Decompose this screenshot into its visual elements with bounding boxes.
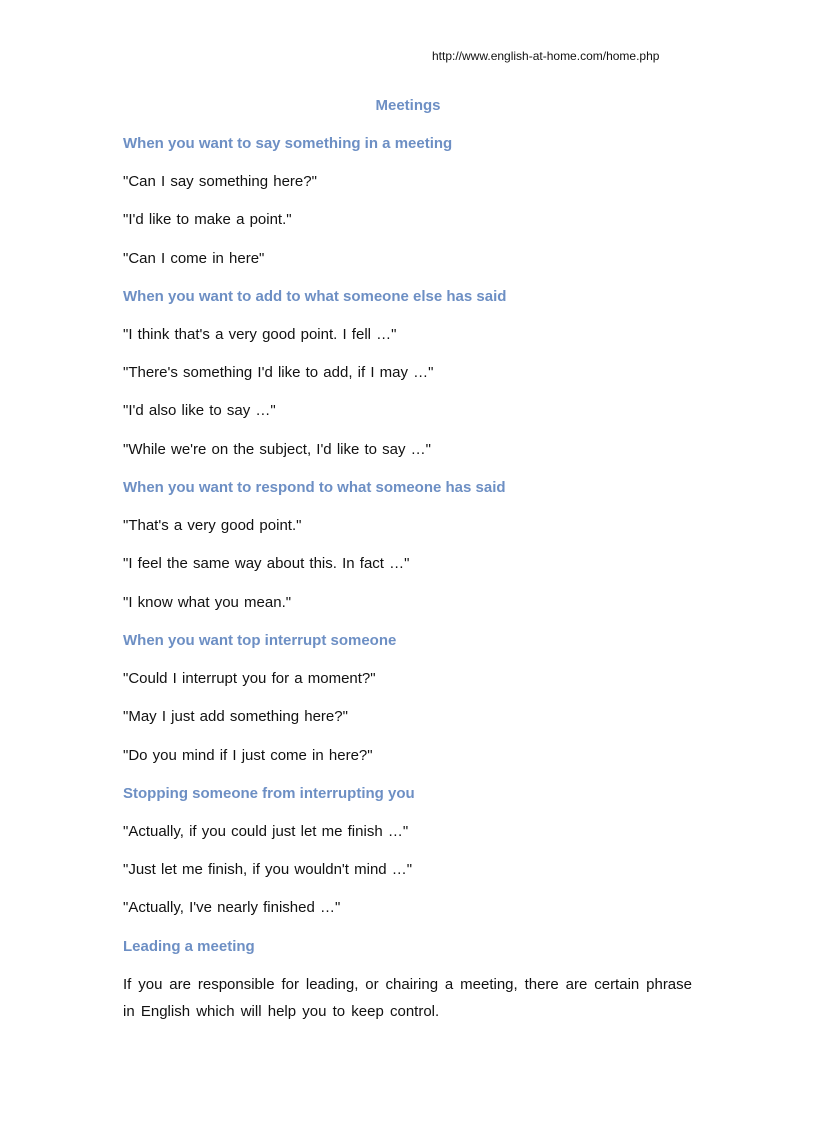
section-heading: When you want to respond to what someone has said: [123, 479, 506, 497]
section-heading: When you want top interrupt someone: [123, 631, 397, 649]
phrase-item: "I'd like to make a point.": [123, 211, 292, 229]
section-stop-interrupting: [123, 785, 692, 938]
section-heading: When you want to say something in a meeting: [123, 135, 453, 152]
section-leading: [123, 938, 692, 1025]
phrase-item: "Do you mind if I just come in here?": [123, 746, 373, 764]
source-url[interactable]: http://www.english-at-home.com/home.php: [432, 49, 660, 63]
document-body: [123, 135, 692, 1025]
phrase-item: "Can I come in here": [123, 249, 265, 267]
phrase-item: "I'd also like to say …": [123, 402, 276, 420]
phrase-item: "I think that's a very good point. I fell …": [123, 325, 397, 343]
section-respond: [123, 479, 692, 632]
phrase-item: "I feel the same way about this. In fact …": [123, 555, 410, 573]
phrase-item: "While we're on the subject, I'd like to say …": [123, 440, 432, 458]
section-say-something: [123, 135, 692, 288]
section-heading: Leading a meeting: [123, 937, 255, 955]
phrase-item: "Could I interrupt you for a moment?": [123, 669, 376, 687]
phrase-item: "Just let me finish, if you wouldn't mind …": [123, 861, 413, 879]
phrase-item: "Actually, if you could just let me finish …": [123, 822, 409, 840]
page-title: Meetings: [375, 97, 441, 114]
phrase-item: "That's a very good point.": [123, 517, 302, 535]
phrase-item: "Can I say something here?": [123, 173, 317, 190]
phrase-item: "May I just add something here?": [123, 708, 348, 726]
section-heading: When you want to add to what someone else has said: [123, 287, 507, 305]
phrase-item: "Actually, I've nearly finished …": [123, 899, 341, 917]
section-interrupt: [123, 632, 692, 785]
section-heading: Stopping someone from interrupting you: [123, 784, 415, 802]
phrase-item: "There's something I'd like to add, if I may …": [123, 364, 434, 382]
body-paragraph: If you are responsible for leading, or chairing a meeting, there are certain phrase in English which will help you to keep control.: [123, 975, 692, 1020]
section-add-to-said: [123, 288, 692, 479]
phrase-item: "I know what you mean.": [123, 593, 292, 611]
